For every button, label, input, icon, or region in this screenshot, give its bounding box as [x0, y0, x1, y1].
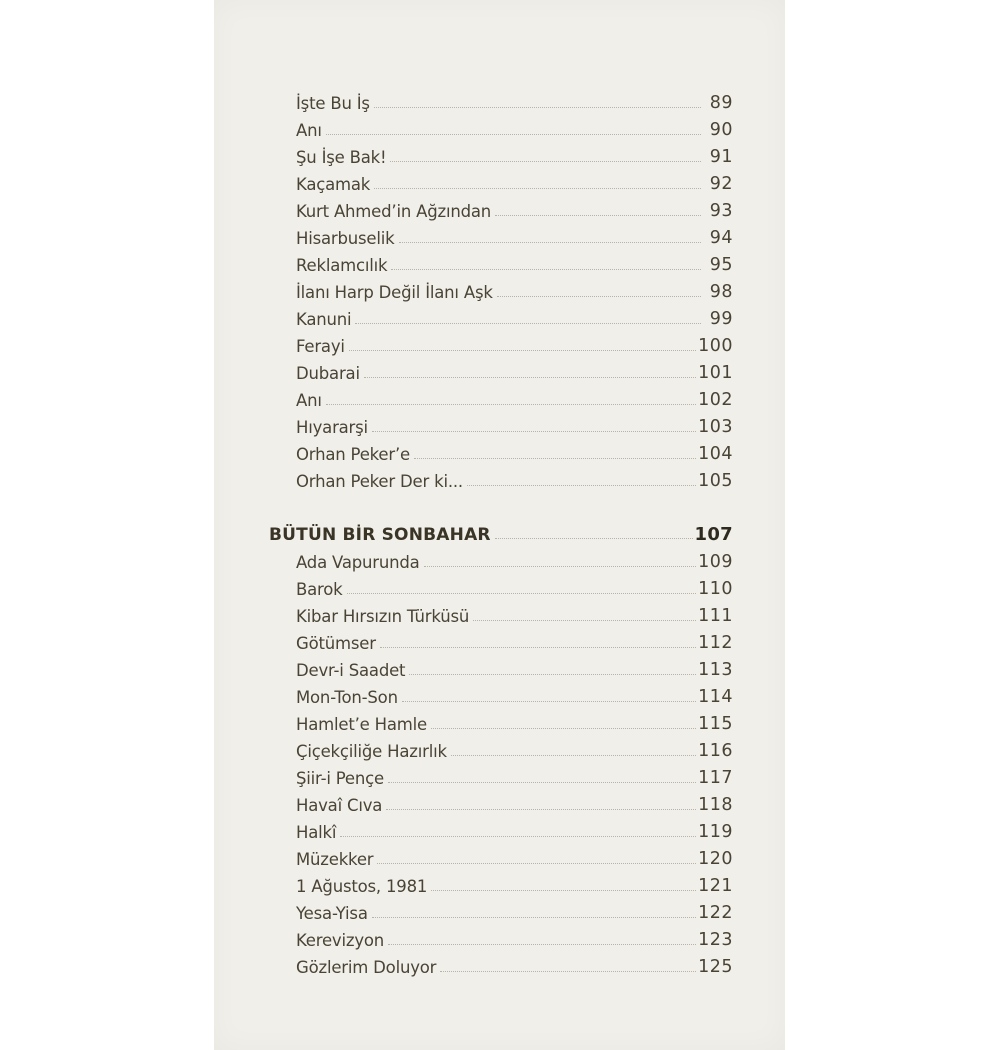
entry-page-number: 123: [698, 930, 733, 950]
toc-entry[interactable]: [296, 86, 733, 113]
dot-leader: [391, 269, 701, 270]
entry-page-number: 116: [698, 741, 733, 761]
dot-leader: [380, 647, 696, 648]
toc-entry[interactable]: [296, 680, 733, 707]
toc-entry[interactable]: [296, 194, 733, 221]
entry-page-number: 98: [709, 282, 733, 302]
entry-title: 1 Ağustos, 1981: [296, 877, 428, 896]
toc-section-heading[interactable]: [269, 515, 733, 545]
toc-entry[interactable]: [296, 923, 733, 950]
toc-entry[interactable]: [296, 329, 733, 356]
dot-leader: [388, 782, 696, 783]
entry-page-number: 100: [698, 336, 733, 356]
dot-leader: [440, 971, 696, 972]
entry-title: Hisarbuselik: [296, 229, 395, 248]
entry-page-number: 103: [698, 417, 733, 437]
entry-page-number: 105: [698, 471, 733, 491]
entry-title: Devr-i Saadet: [296, 661, 406, 680]
entry-title: Şiir-i Pençe: [296, 769, 384, 788]
entry-page-number: 117: [698, 768, 733, 788]
toc-entry[interactable]: [296, 383, 733, 410]
section-page-number: 107: [694, 524, 733, 545]
dot-leader: [372, 917, 696, 918]
entry-page-number: 91: [709, 147, 733, 167]
entry-page-number: 115: [698, 714, 733, 734]
toc-entry[interactable]: [296, 626, 733, 653]
dot-leader: [326, 404, 696, 405]
dot-leader: [467, 485, 696, 486]
toc-group-a: [296, 86, 733, 491]
toc-entry[interactable]: [296, 140, 733, 167]
book-page: [214, 0, 785, 1050]
toc-entry[interactable]: [296, 950, 733, 977]
entry-title: Barok: [296, 580, 343, 599]
toc-entry[interactable]: [296, 356, 733, 383]
dot-leader: [374, 188, 701, 189]
entry-page-number: 113: [698, 660, 733, 680]
entry-title: İlanı Harp Değil İlanı Aşk: [296, 283, 493, 302]
section-gap: [296, 491, 733, 515]
entry-page-number: 111: [698, 606, 733, 626]
entry-page-number: 95: [709, 255, 733, 275]
dot-leader: [414, 458, 696, 459]
dot-leader: [386, 809, 696, 810]
entry-page-number: 121: [698, 876, 733, 896]
entry-title: Anı: [296, 391, 322, 410]
entry-title: İşte Bu İş: [296, 94, 370, 113]
dot-leader: [399, 242, 702, 243]
entry-page-number: 99: [709, 309, 733, 329]
dot-leader: [349, 350, 696, 351]
section-title: BÜTÜN BİR SONBAHAR: [269, 525, 491, 545]
dot-leader: [388, 944, 696, 945]
entry-page-number: 120: [698, 849, 733, 869]
toc-entry[interactable]: [296, 302, 733, 329]
dot-leader: [326, 134, 701, 135]
entry-title: Havaî Cıva: [296, 796, 383, 815]
entry-page-number: 112: [698, 633, 733, 653]
dot-leader: [364, 377, 696, 378]
dot-leader: [409, 674, 696, 675]
entry-title: Ferayi: [296, 337, 345, 356]
toc-entry[interactable]: [296, 869, 733, 896]
entry-title: Ada Vapurunda: [296, 553, 420, 572]
entry-page-number: 122: [698, 903, 733, 923]
entry-page-number: 104: [698, 444, 733, 464]
dot-leader: [451, 755, 696, 756]
toc-entry[interactable]: [296, 653, 733, 680]
toc-entry[interactable]: [296, 464, 733, 491]
entry-title: Kibar Hırsızın Türküsü: [296, 607, 470, 626]
toc-entry[interactable]: [296, 410, 733, 437]
entry-page-number: 110: [698, 579, 733, 599]
toc-entry[interactable]: [296, 788, 733, 815]
toc-entry[interactable]: [296, 221, 733, 248]
toc-entry[interactable]: [296, 572, 733, 599]
toc-entry[interactable]: [296, 842, 733, 869]
entry-title: Çiçekçiliğe Hazırlık: [296, 742, 447, 761]
entry-page-number: 102: [698, 390, 733, 410]
dot-leader: [390, 161, 701, 162]
entry-page-number: 92: [709, 174, 733, 194]
dot-leader: [495, 538, 693, 539]
entry-title: Kaçamak: [296, 175, 371, 194]
toc-entry[interactable]: [296, 761, 733, 788]
dot-leader: [424, 566, 697, 567]
entry-page-number: 93: [709, 201, 733, 221]
dot-leader: [497, 296, 701, 297]
entry-page-number: 114: [698, 687, 733, 707]
entry-title: Dubarai: [296, 364, 360, 383]
entry-title: Reklamcılık: [296, 256, 388, 275]
toc-entry[interactable]: [296, 734, 733, 761]
entry-title: Şu İşe Bak!: [296, 148, 387, 167]
entry-page-number: 109: [698, 552, 733, 572]
entry-title: Yesa-Yisa: [296, 904, 368, 923]
toc-entry[interactable]: [296, 599, 733, 626]
dot-leader: [431, 890, 696, 891]
toc-entry[interactable]: [296, 167, 733, 194]
entry-title: Anı: [296, 121, 322, 140]
dot-leader: [431, 728, 696, 729]
dot-leader: [473, 620, 696, 621]
entry-page-number: 89: [709, 93, 733, 113]
table-of-contents: [269, 86, 733, 977]
entry-page-number: 118: [698, 795, 733, 815]
dot-leader: [372, 431, 696, 432]
entry-title: Götümser: [296, 634, 376, 653]
dot-leader: [402, 701, 696, 702]
toc-entry[interactable]: [296, 248, 733, 275]
entry-title: Halkî: [296, 823, 337, 842]
entry-title: Mon-Ton-Son: [296, 688, 398, 707]
entry-title: Kerevizyon: [296, 931, 385, 950]
dot-leader: [377, 863, 696, 864]
toc-entry[interactable]: [296, 707, 733, 734]
entry-title: Hıyararşi: [296, 418, 368, 437]
entry-page-number: 94: [709, 228, 733, 248]
dot-leader: [355, 323, 701, 324]
entry-page-number: 90: [709, 120, 733, 140]
entry-title: Kurt Ahmed’in Ağzından: [296, 202, 492, 221]
toc-entry[interactable]: [296, 815, 733, 842]
entry-page-number: 119: [698, 822, 733, 842]
toc-group-b: [296, 545, 733, 977]
toc-entry[interactable]: [296, 896, 733, 923]
entry-page-number: 125: [698, 957, 733, 977]
entry-page-number: 101: [698, 363, 733, 383]
dot-leader: [340, 836, 696, 837]
entry-title: Orhan Peker Der ki...: [296, 472, 463, 491]
entry-title: Hamlet’e Hamle: [296, 715, 427, 734]
toc-entry[interactable]: [296, 275, 733, 302]
entry-title: Kanuni: [296, 310, 352, 329]
entry-title: Orhan Peker’e: [296, 445, 410, 464]
entry-title: Gözlerim Doluyor: [296, 958, 437, 977]
toc-entry[interactable]: [296, 437, 733, 464]
entry-title: Müzekker: [296, 850, 374, 869]
toc-entry[interactable]: [296, 545, 733, 572]
dot-leader: [495, 215, 701, 216]
dot-leader: [374, 107, 701, 108]
dot-leader: [347, 593, 697, 594]
toc-entry[interactable]: [296, 113, 733, 140]
